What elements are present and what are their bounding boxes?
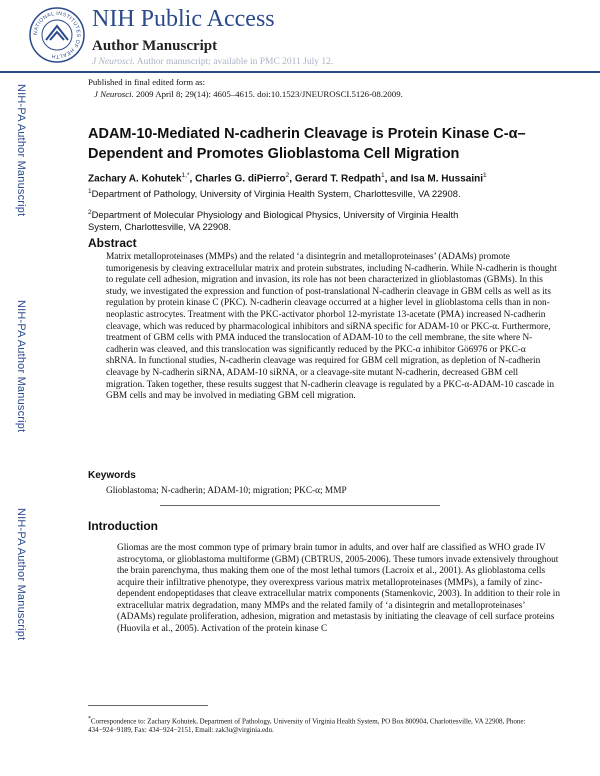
publication-info xyxy=(88,76,403,100)
footnote-divider xyxy=(88,705,208,706)
svg-text:NATIONAL INSTITUTES OF HEALTH: NATIONAL INSTITUTES OF HEALTH xyxy=(32,10,82,60)
introduction-body: Gliomas are the most common type of primary brain tumor in adults, and over half are classified as WHO grade IV astrocytoma, or glioblastoma multiforme (GBM) (CBTRUS, 2005-2006). These tumors invade extensively throughout the brain parenchyma, thus making them one of the most lethal tumors (Lacroix et al., 2001). As glioblastoma cells acquire their infiltrative phenotype, they overexpress various matrix metalloproteinases (MMPs), a family of zinc-dependent endopeptidases that cleave extracellular matrix components (Stamenkovic, 2003). In addition to their role in extracellular matrix degradation, many MMPs and the related family of ‘a disintegrin and metalloproteinases’ (ADAMs) regulate proliferation, adhesion, migration and metastasis by initiating the cleavage of cell surface proteins (Huovila et al., 2005). Activation of the protein kinase C xyxy=(117,543,561,634)
citation xyxy=(88,88,403,100)
affiliation-2: $^2$Department of Molecular Physiology and Biological Physics, University of Virginia Health System, Charlottesville, VA 22908. xyxy=(88,209,459,233)
author-sup: 1 xyxy=(482,172,487,179)
author-name: Zachary A. Kohutek xyxy=(88,173,182,185)
author-sup: 2 xyxy=(285,172,290,179)
section-divider xyxy=(160,505,440,506)
hhs-seal-logo xyxy=(28,6,86,64)
citation-journal: J Neurosci. xyxy=(94,89,134,99)
sidebar-label-bottom: NIH-PA Author Manuscript xyxy=(15,508,27,641)
citation-details: 2009 April 8; 29(14): 4605–4615. doi:10.1523/JNEUROSCI.5126-08.2009. xyxy=(133,89,403,99)
affiliation-1: $^1$Department of Pathology, University of Virginia Health System, Charlottesville, VA 22908. xyxy=(88,188,461,200)
sidebar-label-top: NIH-PA Author Manuscript xyxy=(15,84,27,217)
author-name: Isa M. Hussaini xyxy=(410,173,483,185)
article-title: ADAM-10-Mediated N-cadherin Cleavage is Protein Kinase C-α–Dependent and Promotes Glioblastoma Cell Migration xyxy=(88,126,526,162)
keywords-heading: Keywords xyxy=(88,470,136,481)
header-divider xyxy=(0,71,600,73)
abstract-heading: Abstract xyxy=(88,236,137,250)
author-sup: 1 xyxy=(380,172,385,179)
sidebar-label-middle: NIH-PA Author Manuscript xyxy=(15,300,27,433)
author-name: Charles G. diPierro xyxy=(195,173,286,185)
availability-text: Author manuscript; available in PMC 2011 July 12. xyxy=(134,57,334,67)
nih-public-access-title: NIH Public Access xyxy=(92,6,275,32)
author-manuscript-label: Author Manuscript xyxy=(92,38,218,54)
published-in-label: Published in final edited form as: xyxy=(88,77,206,87)
availability-journal: J Neurosci. xyxy=(92,57,135,67)
author-sup: 1,* xyxy=(181,172,190,179)
correspondence-footnote: *Correspondence to: Zachary Kohutek, Department of Pathology, University of Virginia Health System, PO Box 800904, Charlottesville, VA 22908, Phone: 434−924−9189, Fax: 434−924−2151, Email: zak3u@virginia.edu. xyxy=(88,716,526,735)
author-name: Gerard T. Redpath xyxy=(294,173,381,185)
availability-note xyxy=(92,57,333,67)
author-list: Zachary A. Kohutek$^{1,*}$, Charles G. diPierro$^2$, Gerard T. Redpath$^1$, and Isa M. Hussaini$^1$ xyxy=(88,172,487,185)
abstract-body: Matrix metalloproteinases (MMPs) and the related ‘a disintegrin and metalloproteinases’ (ADAMs) promote tumorigenesis by cleaving extracellular matrix and protein substrates, including N-cadherin. While N-cadherin is thought to regulate cell adhesion, migration and invasion, its role has not been characterized in glioblastomas (GBMs). In this study, we investigated the expression and function of post-translational N-cadherin cleavage in GBM cells as well as its regulation by protein kinase C (PKC). N-cadherin cleavage occurred at a higher level in glioblastoma cells than in non-neoplastic astrocytes. Treatment with the PKC-activator phorbol 12-myristate 13-acetate (PMA) increased N-cadherin cleavage, which was reduced by pharmacological inhibitors and siRNA specific for ADAM-10 or PKC-α. Furthermore, treatment of GBM cells with PMA induced the translocation of ADAM-10 to the cell membrane, the site where N-cadherin was cleaved, and this translocation was significantly reduced by the PKC-α inhibitor Gö6976 or PKC-α shRNA. In functional studies, N-cadherin cleavage was required for GBM cell migration, as depletion of N-cadherin cleavage by N-cadherin siRNA, ADAM-10 siRNA, or a cleavage-site mutant N-cadherin, decreased GBM cell migration. Taken together, these results suggest that N-cadherin cleavage is regulated by a PKC-α-ADAM-10 cascade in GBM cells and may be involved in mediating GBM cell migration. xyxy=(106,252,557,402)
keywords-list: Glioblastoma; N-cadherin; ADAM-10; migration; PKC-α; MMP xyxy=(106,486,347,496)
introduction-heading: Introduction xyxy=(88,519,158,533)
